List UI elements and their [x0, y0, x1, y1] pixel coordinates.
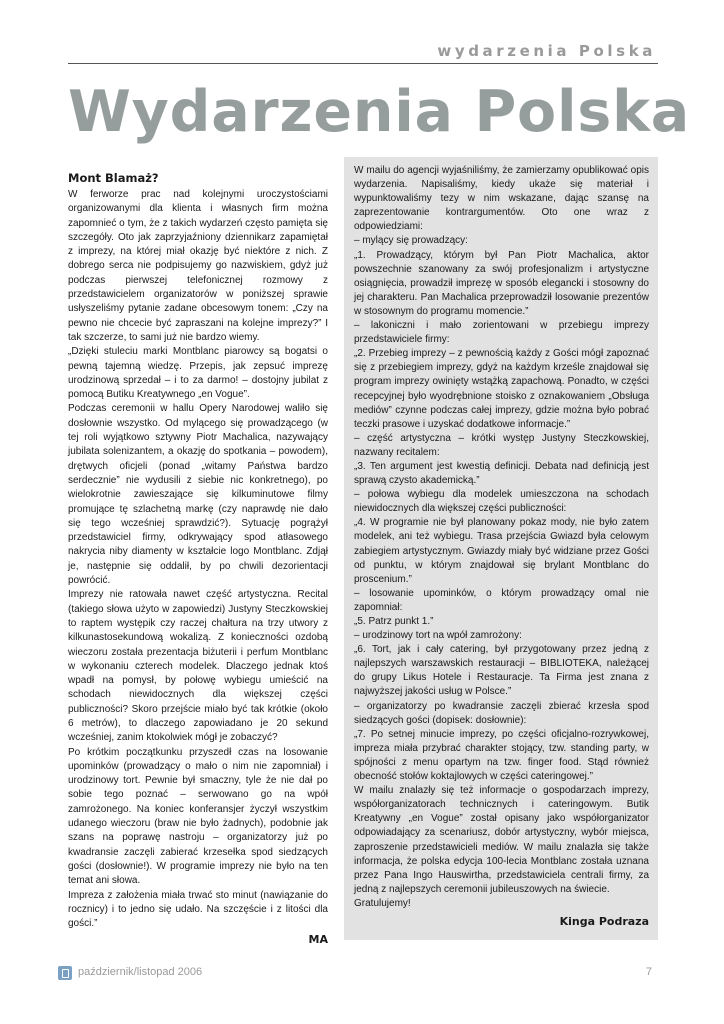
author-initials: MA: [308, 933, 328, 947]
author-signature: Kinga Podraza: [559, 914, 649, 928]
page-number: 7: [645, 966, 652, 978]
page-title: Wydarzenia Polska: [68, 79, 691, 145]
response-sidebar-box: [344, 157, 658, 940]
article-paragraph: Impreza z założenia miała trwać sto minut (nawiązanie do rocznicy) i to jedno się udało. Na szczęście i z litości dla gości.”: [68, 889, 328, 930]
magazine-logo-icon: [58, 966, 72, 980]
sidebar-paragraph: W mailu znalazły się też informacje o gospodarzach imprezy, współorganizatorach technicznych i cateringowym. Butik Kreatywny „en Vogue” został opisany jako współorganizator odpowiadający za scenariusz, dobór artystyczny, wybór miejsca, zaproszenie przedstawicieli mediów. W mailu znalazła się także informacja, że polska edycja 100-lecia Montblanc została uznana przez Pana Ingo Hauswirtha, przedstawiciela centrali firmy, za jedną z najlepszych ceremonii jubileuszowych na świecie.: [354, 785, 649, 895]
sidebar-paragraph: „3. Ten argument jest kwestią definicji. Debata nad definicją jest sprawą czysto akademicką.”: [354, 460, 649, 487]
article-paragraph: Imprezy nie ratowała nawet część artystyczna. Recital (takiego słowa użyto w zapowiedzi) Justyny Steczkowskiej to raptem występik czy raczej chałtura na trzy utwory z kilkunastosekundową wokalizą. Z konieczności ozdobą wieczoru została prezentacja biżuterii i perfum Montblanc w wykonaniu czterech modelek. Dlaczego jednak ktoś wpadł na pomysł, by połowę wybiegu umieścić na schodach niewidocznych dla większej części publiczności? Skoro przejście miało być tak krótkie (około 6 metrów), to dlaczego zapowiadano je 20 sekund wcześniej, zanim ktokolwiek mógł je zobaczyć?: [68, 589, 328, 744]
section-label: wydarzenia Polska: [437, 42, 656, 60]
sidebar-paragraph: „1. Prowadzący, którym był Pan Piotr Machalica, aktor powszechnie szanowany za swój profesjonalizm i artystyczne osiągnięcia, prowadził imprezę w sposób elegancki i stosowny do jej charakteru. Pan Machalica przeprowadził losowanie prezentów w stosownym do programu momencie.”: [354, 249, 649, 317]
article-paragraph: Podczas ceremonii w hallu Opery Narodowej waliło się dosłownie wszystko. Od mylącego się prowadzącego (w tej roli wyjątkowo sztywny Piotr Machalica, nazywający jubilata solenizantem, a okazję do spotkania – powodem), drętwych oficjeli (ponad „witamy Państwa bardzo serdecznie” nie wydusili z siebie nic konkretnego), po wielokrotnie zawieszające się kilkuminutowe filmy promujące tę szlachetną markę (czy naprawdę nie dało się tego wcześniej sprawdzić?). Sytuację pogrążył przedstawiciel firmy, odkrywający spod atłasowego nakrycia niby diamenty w kształcie logo Montblanc. Zdjął je, następnie się oddalił, by po chwili dezorientacji powrócić.: [68, 403, 328, 587]
header-divider: [68, 63, 658, 64]
sidebar-paragraph: – mylący się prowadzący:: [354, 235, 468, 247]
article-paragraph: „Dzięki stuleciu marki Montblanc piarowcy są bogatsi o pewną tajemną wiedzę. Przepis, jak zepsuć imprezę urodzinową sprzedał – i to za darmo! – dostojny jubilat z pomocą Butiku Kreatywnego „en Vogue”.: [68, 346, 328, 401]
sidebar-paragraph: – część artystyczna – krótki występ Justyny Steczkowskiej, nazwany recitalem:: [354, 432, 649, 458]
sidebar-paragraph: „7. Po setnej minucie imprezy, po części oficjalno-rozrywkowej, impreza miała przybrać charakter stojący, tzw. standing party, w spójności z menu opartym na tzw. finger food. Stąd również obecność stołów koktajlowych w części cateringowej.”: [354, 728, 649, 783]
issue-date: październik/listopad 2006: [78, 966, 203, 978]
article-paragraph: W ferworze prac nad kolejnymi uroczystościami organizowanymi dla klienta i własnych firm można zapomnieć o tym, że z takich wydarzeń często pamięta się szczegóły. Oto jak zaprzyjaźniony dziennikarz zapamiętał z imprezy, na której miał okazję być niektóre z nich. Z dobrego serca nie podpisujemy go nazwiskiem, gdyż już podczas pierwszej telefonicznej rozmowy z przedstawicielem organizatorów w poniższej sprawie usłyszeliśmy pytanie zadane obcesowym tonem: „Czy na pewno nie chcecie być zapraszani na kolejne imprezy?” I tak szczerze, to sami już nie bardzo wiemy.: [68, 189, 328, 343]
article-heading: Mont Blamaż?: [68, 171, 159, 185]
sidebar-paragraph: „2. Przebieg imprezy – z pewnością każdy z Gości mógł zapoznać się z przebiegiem imprezy, gdyż na każdym krześle znajdował się program imprezy owinięty wstążką zapachową. Ponadto, w części recepcyjnej było wyodrębnione stoisko z oznakowaniem „Obsługa mediów” czynne podczas całej imprezy, gdzie można było pobrać teczki prasowe i uzyskać dodatkowe informacje.”: [354, 348, 649, 430]
article-left-column: [68, 171, 328, 947]
sidebar-paragraph: „5. Patrz punkt 1.”: [354, 616, 434, 627]
article-paragraph: Po krótkim początkunku przyszedł czas na losowanie upominków (prowadzący o mało o nim nie zapomniał) i urodzinowy tort. Pewnie był smaczny, tyle że nie dał po sobie tego poznać – serwowano go na wpół zamrożonego. Na koniec konferansjer życzył wszystkim udanego wieczoru (braw nie było żadnych), podobnie jak szans na poprawę nastroju – organizatorzy już po kwadransie zaczęli zabierać krzesełka spod siedzących gości (dosłownie!). W programie imprezy nie było na ten temat ani słowa.: [68, 746, 328, 887]
sidebar-paragraph: – połowa wybiegu dla modelek umieszczona na schodach niewidocznych dla większej części publiczności:: [354, 489, 649, 515]
sidebar-paragraph: – organizatorzy po kwadransie zaczęli zbierać krzesła spod siedzących gości (dopisek: dosłownie):: [354, 700, 649, 726]
sidebar-paragraph: W mailu do agencji wyjaśniliśmy, że zamierzamy opublikować opis wydarzenia. Napisaliśmy, kiedy ukaże się materiał i wypunktowaliśmy tezy w nim wskazane, dając szansę na zaprezentowanie kontrargumentów. Oto one wraz z odpowiedziami:: [354, 165, 649, 233]
sidebar-paragraph: – urodzinowy tort na wpół zamrożony:: [354, 630, 522, 642]
sidebar-paragraph: „6. Tort, jak i cały catering, był przygotowany przez jedną z najlepszych warszawskich restauracji – BIBLIOTEKA, należącej do grupy Likus Hotele i Restauracje. Ta Firma jest znana z najwyższej jakości usług w Polsce.”: [354, 644, 649, 698]
page-footer: [58, 965, 658, 985]
sidebar-paragraph: „4. W programie nie był planowany pokaz mody, nie było zatem modelek, ani też wybiegu. Trasa przejścia Gwiazd była celowym zabiegiem artystycznym. Gwiazdy miały być widziane przez Gości od punktu, w którym znajdował się brylant Montblanc do proscenium.”: [354, 517, 649, 585]
sidebar-paragraph: Gratulujemy!: [354, 897, 411, 909]
sidebar-paragraph: – lakoniczni i mało zorientowani w przebiegu imprezy przedstawiciele firmy:: [354, 320, 649, 346]
sidebar-paragraph: – losowanie upominków, o którym prowadzący omal nie zapomniał:: [354, 587, 649, 613]
